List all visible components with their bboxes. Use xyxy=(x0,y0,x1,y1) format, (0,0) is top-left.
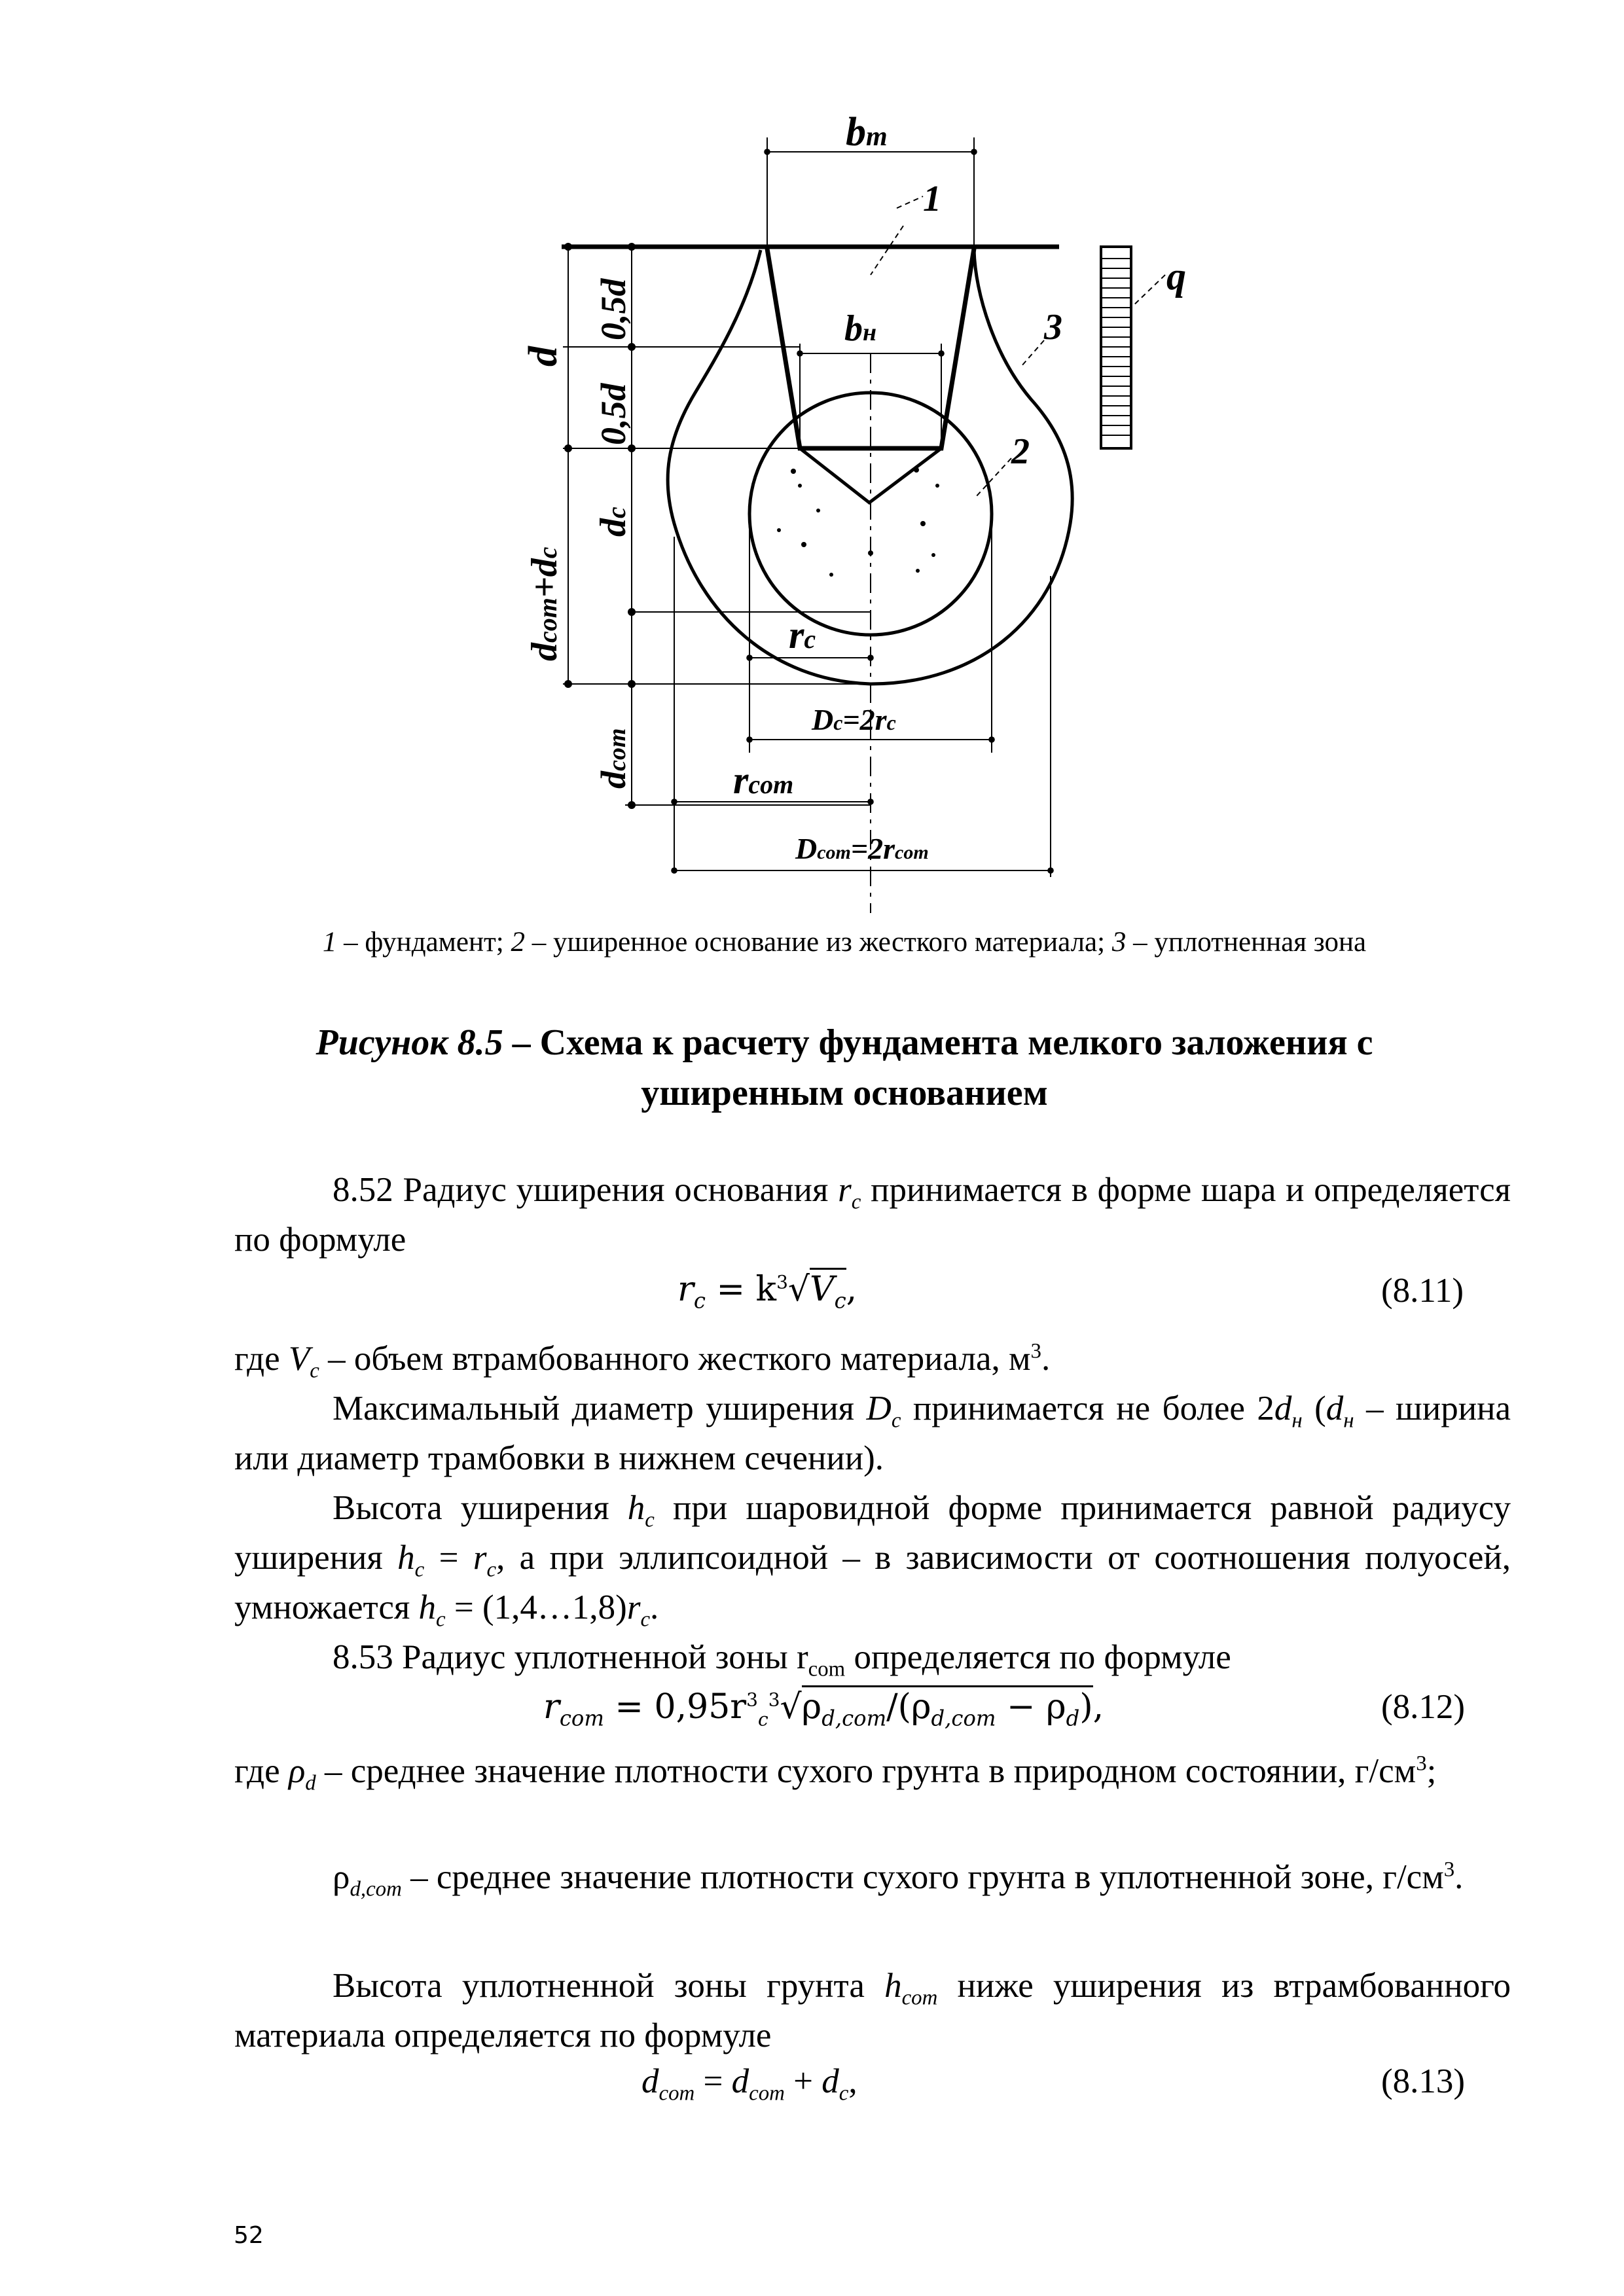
where-rho-dcom: $\rho_{d,com}$ – среднее значение плотности сухого грунта в уплотненной зоне, $г/см^3$. xyxy=(333,1857,1464,1901)
label-half-d-top: 0,5d xyxy=(594,278,633,340)
label-num3: 3 xyxy=(1044,307,1062,348)
label-dc: dc xyxy=(593,507,634,537)
figure-legend: 1 – фундамент; 2 – уширенное основание из жесткого материала; 3 – уплотненная зона xyxy=(322,927,1367,958)
label-bm: bm xyxy=(846,110,888,154)
equation-8-11: $r_c = k^3√V_c$, xyxy=(677,1270,857,1309)
label-dcom-plus-dc: dcom+dc xyxy=(524,547,565,661)
paragraph-8-53: 8.53 Радиус уплотненной зоны $r_{com}$ определяется по формуле xyxy=(333,1638,1231,1681)
label-d: d xyxy=(521,346,566,367)
label-q: q xyxy=(1166,255,1186,298)
label-rc: rc xyxy=(789,613,816,656)
where-Vc: где $V_c$ – объем втрамбованного жесткого материала, $м^3$. xyxy=(234,1339,1051,1383)
label-half-d-bottom: 0,5d xyxy=(594,383,633,445)
paragraph-8-52: 8.52 Радиус уширения основания $r_c$ принимается в форме шара и определяется по формуле xyxy=(234,1171,1511,1259)
label-bn: bн xyxy=(844,308,877,349)
load-q-hatch xyxy=(1101,259,1131,435)
caption-label: Рисунок 8.5 xyxy=(316,1022,503,1063)
equation-number-8-11: (8.11) xyxy=(1381,1272,1464,1310)
paragraph-max-diameter: Максимальный диаметр уширения $D_c$ принимается не более $2d_н$ ($d_н$ – ширина или диаметр трамбовки в нижнем сечении). xyxy=(234,1390,1511,1477)
label-Dcom: Dcom=2rcom xyxy=(795,832,929,865)
figure-caption xyxy=(223,1018,1466,1119)
equation-number-8-12: (8.12) xyxy=(1381,1688,1466,1726)
page-number: 52 xyxy=(234,2222,264,2249)
equation-number-8-13: (8.13) xyxy=(1381,2062,1466,2100)
label-num1: 1 xyxy=(923,179,941,219)
label-Dc: Dc=2rc xyxy=(812,703,896,736)
where-rho-d: где $\rho_d$ – среднее значение плотности сухого грунта в природном состоянии, $г/см^3$; xyxy=(234,1751,1437,1795)
equation-8-12: $r_{com} = 0,95r^3_c^3√\rho_{d,com}/(\rho_{d,com} - \rho_d)$, xyxy=(543,1687,1104,1727)
label-rcom: rcom xyxy=(733,759,794,802)
paragraph-height: Высота уширения $h_c$ при шаровидной форме принимается равной радиусу уширения $h_c = r_c$, а при эллипсоидной – в зависимости от соотношения полуосей, умножается $h_c$ = $(1,4\dots 1,8)r_c$. xyxy=(234,1489,1511,1632)
label-dcom: dcom xyxy=(594,728,633,789)
base-material-dots xyxy=(777,467,939,577)
paragraph-hcom: Высота уплотненной зоны грунта $h_{com}$ ниже уширения из втрамбованного материала определяется по формуле xyxy=(234,1967,1511,2054)
figure-8-5 xyxy=(0,0,1624,916)
equation-8-13: $d_{com} = d_{com} + d_c$, xyxy=(641,2062,857,2106)
label-num2: 2 xyxy=(1011,431,1030,472)
caption-text: – Схема к расчету фундамента мелкого заложения с уширенным основанием xyxy=(503,1022,1373,1113)
